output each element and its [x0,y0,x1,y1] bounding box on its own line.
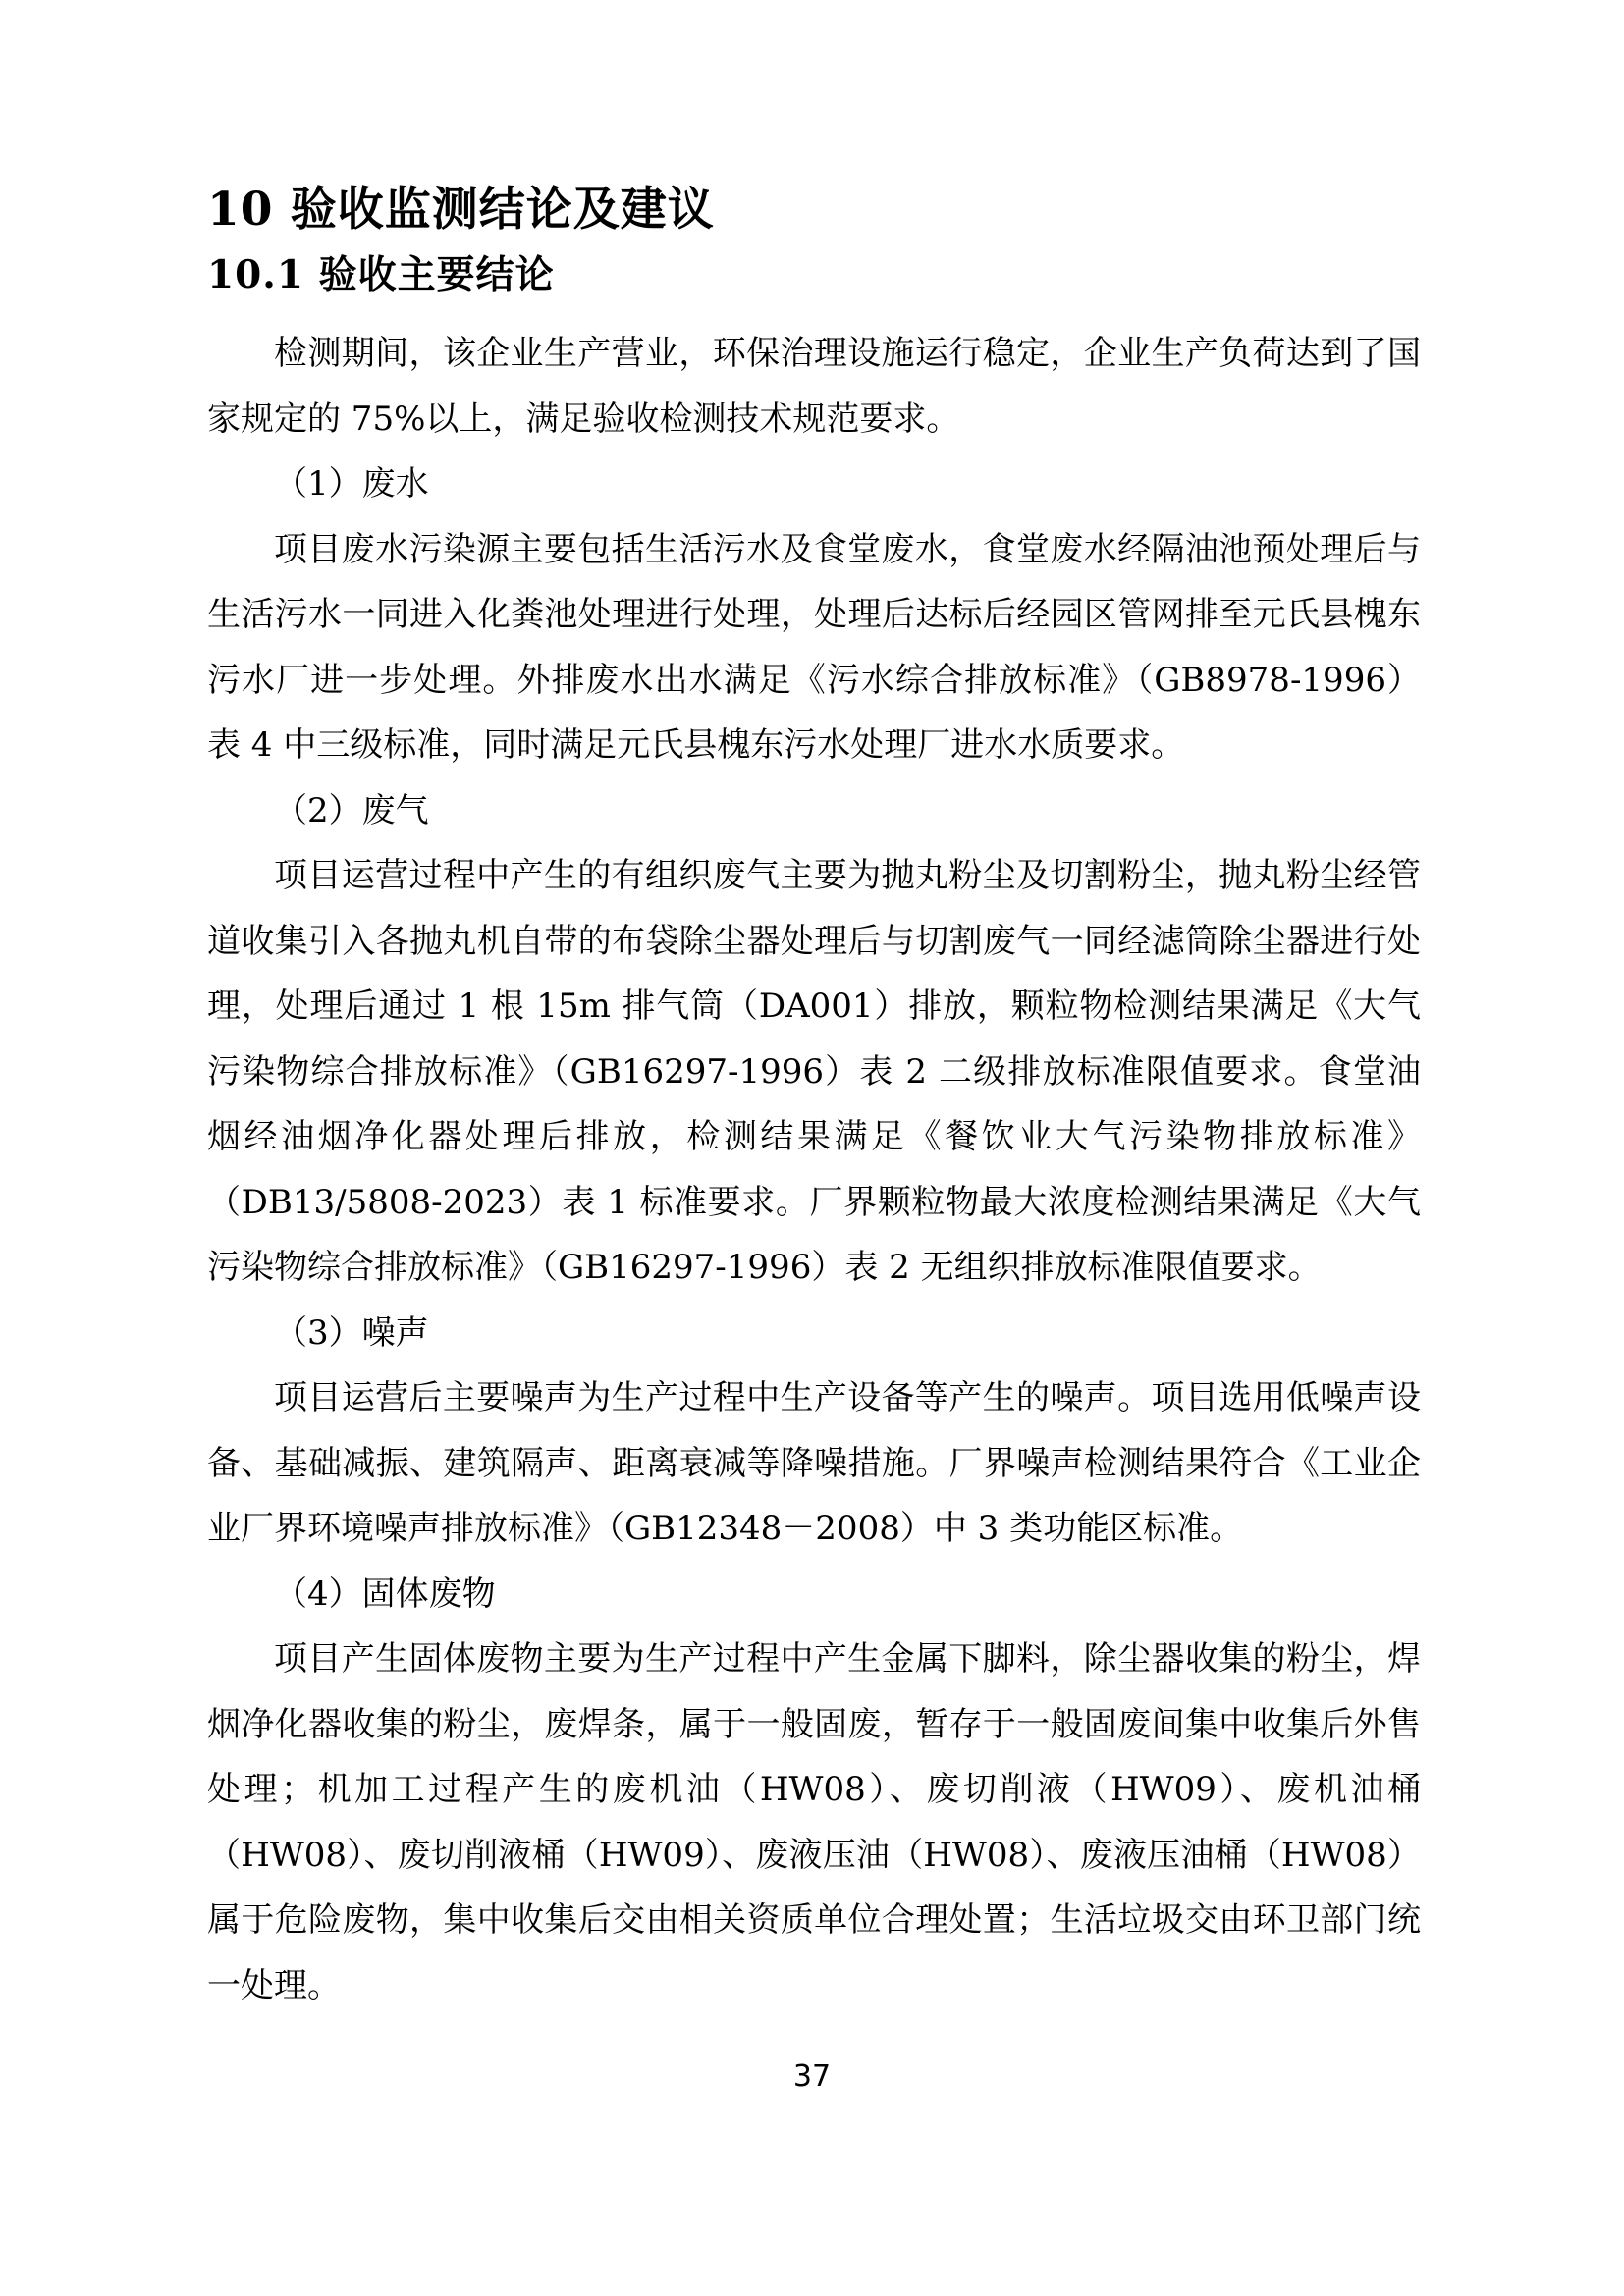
subsection-heading: 10.1 验收主要结论 [207,252,555,297]
page-content [207,182,1421,2018]
item-label-solid-waste: （4）固体废物 [274,1574,496,1614]
section-heading: 10 验收监测结论及建议 [207,183,715,237]
paragraph-waste-gas: 项目运营过程中产生的有组织废气主要为抛丸粉尘及切割粉尘，抛丸粉尘经管道收集引入各抛丸机自带的布袋除尘器处理后与切割废气一同经滤筒除尘器进行处理，处理后通过 1 根 15m 排气筒（DA001）排放，颗粒物检测结果满足《大气污染物综合排放标准》（GB16297-1996）表 2 二级排放标准限值要求。食堂油烟经油烟净化器处理后排放，检测结果满足《餐饮业大气污染物排放标准》（DB13/5808-2023）表 1 标准要求。厂界颗粒物最大浓度检测结果满足《大气污染物综合排放标准》（GB16297-1996）表 2 无组织排放标准限值要求。 [207,856,1421,1287]
item-label-wastewater: （1）废水 [274,464,429,504]
item-label-noise: （3）噪声 [274,1312,429,1353]
paragraph-intro: 检测期间，该企业生产营业，环保治理设施运行稳定，企业生产负荷达到了国家规定的 75%以上，满足验收检测技术规范要求。 [207,334,1421,439]
page-number: 37 [792,2059,832,2094]
paragraph-solid-waste: 项目产生固体废物主要为生产过程中产生金属下脚料，除尘器收集的粉尘，焊烟净化器收集的粉尘，废焊条，属于一般固废，暂存于一般固废间集中收集后外售处理；机加工过程产生的废机油（HW08）、废切削液（HW09）、废机油桶（HW08）、废切削液桶（HW09）、废液压油（HW08）、废液压油桶（HW08）属于危险废物，集中收集后交由相关资质单位合理处置；生活垃圾交由环卫部门统一处理。 [207,1639,1421,2005]
item-label-waste-gas: （2）废气 [274,790,429,830]
paragraph-wastewater: 项目废水污染源主要包括生活污水及食堂废水，食堂废水经隔油池预处理后与生活污水一同进入化粪池处理进行处理，处理后达标后经园区管网排至元氏县槐东污水厂进一步处理。外排废水出水满足《污水综合排放标准》（GB8978-1996）表 4 中三级标准，同时满足元氏县槐东污水处理厂进水水质要求。 [207,529,1421,765]
paragraph-noise: 项目运营后主要噪声为生产过程中生产设备等产生的噪声。项目选用低噪声设备、基础减振、建筑隔声、距离衰减等降噪措施。厂界噪声检测结果符合《工业企业厂界环境噪声排放标准》（GB12348－2008）中 3 类功能区标准。 [207,1378,1421,1548]
